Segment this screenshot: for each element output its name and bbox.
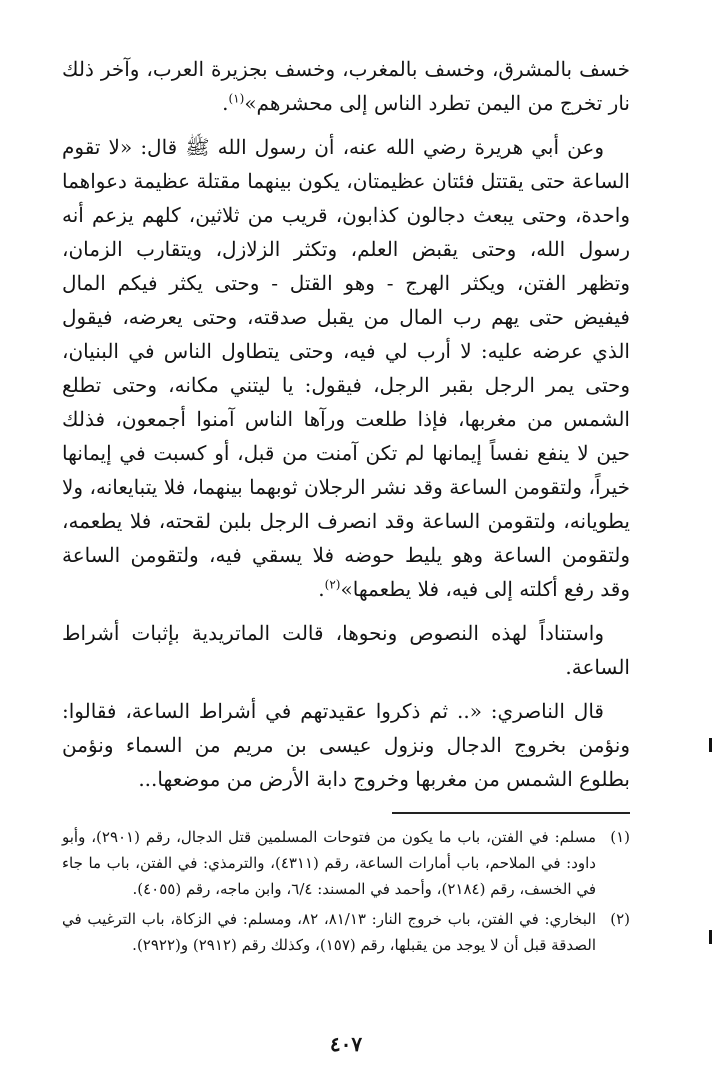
footnote-ref-1[interactable]: (١): [228, 91, 245, 106]
paragraph-1-tail: .: [222, 91, 229, 115]
footnote-1-text: مسلم: في الفتن، باب ما يكون من فتوحات المسلمين قتل الدجال، رقم (٢٩٠١)، وأبو داود: في الملاحم، باب أمارات الساعة، رقم (٤٣١١)، والترمذي: في الفتن، باب ما جاء في الخسف، رقم (٢١٨٤)، وأحمد في المسند: ٦/٤، وابن ماجه، رقم (٤٠٥٥).: [62, 828, 596, 898]
paragraph-3: [62, 616, 630, 684]
paragraph-3-text: واستناداً لهذه النصوص ونحوها، قالت الماتريدية بإثبات أشراط الساعة.: [62, 621, 630, 679]
paragraph-2-tail: .: [318, 577, 325, 601]
paragraph-2: [62, 130, 630, 606]
footnote-1-number: (١): [610, 828, 630, 846]
page-body: [62, 52, 631, 1056]
footnote-1: [62, 824, 630, 902]
paragraph-1-text: خسف بالمشرق، وخسف بالمغرب، وخسف بجزيرة العرب، وآخر ذلك نار تخرج من اليمن تطرد الناس إلى محشرهم»: [62, 57, 630, 115]
paragraph-4-text: قال الناصري: «.. ثم ذكروا عقيدتهم في أشراط الساعة، فقالوا: ونؤمن بخروج الدجال ونزول عيسى بن مريم من السماء ونؤمن بطلوع الشمس من مغربها وخروج دابة الأرض من موضعها...: [62, 699, 630, 791]
paragraph-2-text: وعن أبي هريرة رضي الله عنه، أن رسول الله ﷺ قال: «لا تقوم الساعة حتى يقتتل فئتان عظيمتان، يكون بينهما مقتلة عظيمة دعواهما واحدة، وحتى يبعث دجالون كذابون، قريب من ثلاثين، كلهم يزعم أنه رسول الله، وحتى يقبض العلم، وتكثر الزلازل، ويتقارب الزمان، وتظهر الفتن، ويكثر الهرج - وهو القتل - وحتى يكثر فيكم المال فيفيض حتى يهم رب المال من يقبل صدقته، وحتى يعرضه، فيقول الذي عرضه عليه: لا أرب لي فيه، وحتى يتطاول الناس في البنيان، وحتى يمر الرجل بقبر الرجل، فيقول: يا ليتني مكانه، وحتى تطلع الشمس من مغربها، فإذا طلعت ورآها الناس آمنوا أجمعون، فذلك حين لا ينفع نفساً إيمانها لم تكن آمنت من قبل، أو كسبت في إيمانها خيراً، ولتقومن الساعة وقد نشر الرجلان ثوبهما بينهما، فلا يتبايعانه، ولا يطويانه، ولتقومن الساعة وقد انصرف الرجل بلبن لقحته، فلا يطعمه، ولتقومن الساعة وهو يليط حوضه فلا يسقي فيه، ولتقومن الساعة وقد رفع أكلته إلى فيه، فلا يطعمها»: [62, 135, 631, 601]
paragraph-1: [62, 52, 630, 120]
footnotes: [62, 824, 630, 962]
footnote-2-number: (٢): [610, 910, 630, 928]
footnote-divider: [392, 812, 630, 814]
page-number: ٤٠٧: [329, 1032, 363, 1056]
footnote-2-text: البخاري: في الفتن، باب خروج النار: ٨١/١٣، ٨٢، ومسلم: في الزكاة، باب الترغيب في الصدقة قبل أن لا يوجد من يقبلها، رقم (١٥٧)، وكذلك رقم (٢٩١٢) و(٢٩٢٢).: [62, 910, 597, 954]
paragraph-4: [62, 694, 630, 796]
footnote-2: [62, 906, 630, 958]
footnote-ref-2[interactable]: (٢): [324, 577, 341, 592]
